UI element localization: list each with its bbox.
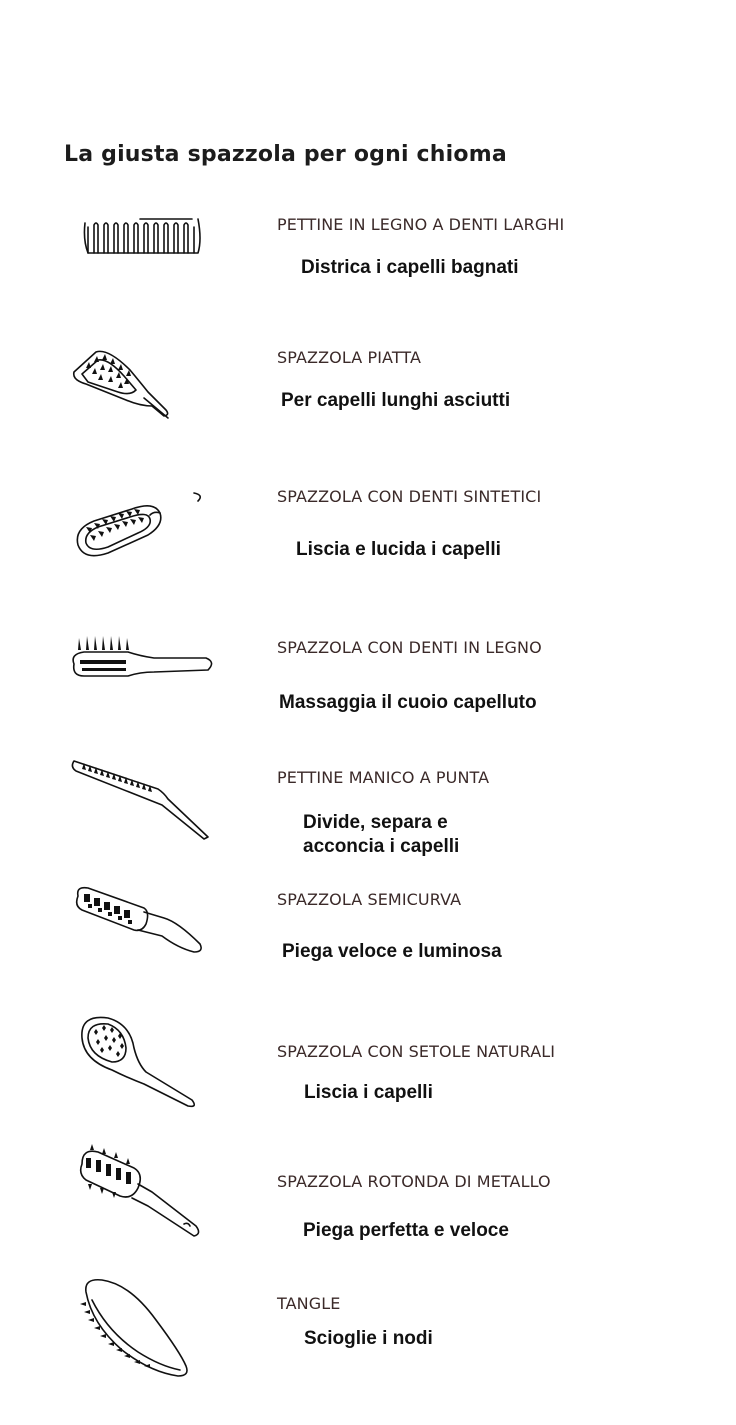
list-item	[0, 625, 736, 745]
list-item	[0, 335, 736, 455]
item-name: SPAZZOLA CON SETOLE NATURALI	[277, 1042, 556, 1061]
round-metal-brush-icon	[68, 1140, 203, 1245]
list-item	[0, 200, 736, 320]
item-description: Massaggia il cuoio capelluto	[279, 692, 537, 713]
item-description: Liscia e lucida i capelli	[296, 539, 501, 560]
wooden-pin-brush-icon	[68, 630, 218, 685]
item-description: Piega veloce e luminosa	[282, 941, 502, 962]
item-name: SPAZZOLA SEMICURVA	[277, 890, 462, 909]
item-description: Districa i capelli bagnati	[301, 257, 519, 278]
natural-bristle-brush-icon	[68, 1010, 203, 1110]
item-name: SPAZZOLA CON DENTI SINTETICI	[277, 487, 542, 506]
list-item	[0, 1272, 736, 1392]
item-description: Divide, separa e acconcia i capelli	[303, 812, 460, 857]
item-name: TANGLE	[277, 1294, 341, 1313]
page-title: La giusta spazzola per ogni chioma	[64, 142, 507, 167]
synthetic-bristle-brush-icon	[68, 485, 218, 570]
half-round-brush-icon	[68, 878, 208, 958]
item-name: PETTINE MANICO A PUNTA	[277, 768, 490, 787]
list-item	[0, 480, 736, 600]
paddle-brush-icon	[68, 340, 178, 420]
item-description: Liscia i capelli	[304, 1082, 433, 1103]
list-item	[0, 878, 736, 998]
tangle-brush-icon	[68, 1272, 198, 1382]
item-description: Piega perfetta e veloce	[303, 1220, 509, 1241]
item-description: Per capelli lunghi asciutti	[281, 390, 511, 411]
item-name: SPAZZOLA PIATTA	[277, 348, 422, 367]
list-item	[0, 1010, 736, 1130]
list-item	[0, 1140, 736, 1260]
list-item	[0, 755, 736, 875]
item-name: SPAZZOLA CON DENTI IN LEGNO	[277, 638, 542, 657]
rat-tail-comb-icon	[68, 755, 213, 845]
wide-tooth-comb-icon	[80, 205, 205, 265]
item-name: PETTINE IN LEGNO A DENTI LARGHI	[277, 215, 565, 234]
item-description: Scioglie i nodi	[304, 1328, 433, 1349]
item-name: SPAZZOLA ROTONDA DI METALLO	[277, 1172, 551, 1191]
